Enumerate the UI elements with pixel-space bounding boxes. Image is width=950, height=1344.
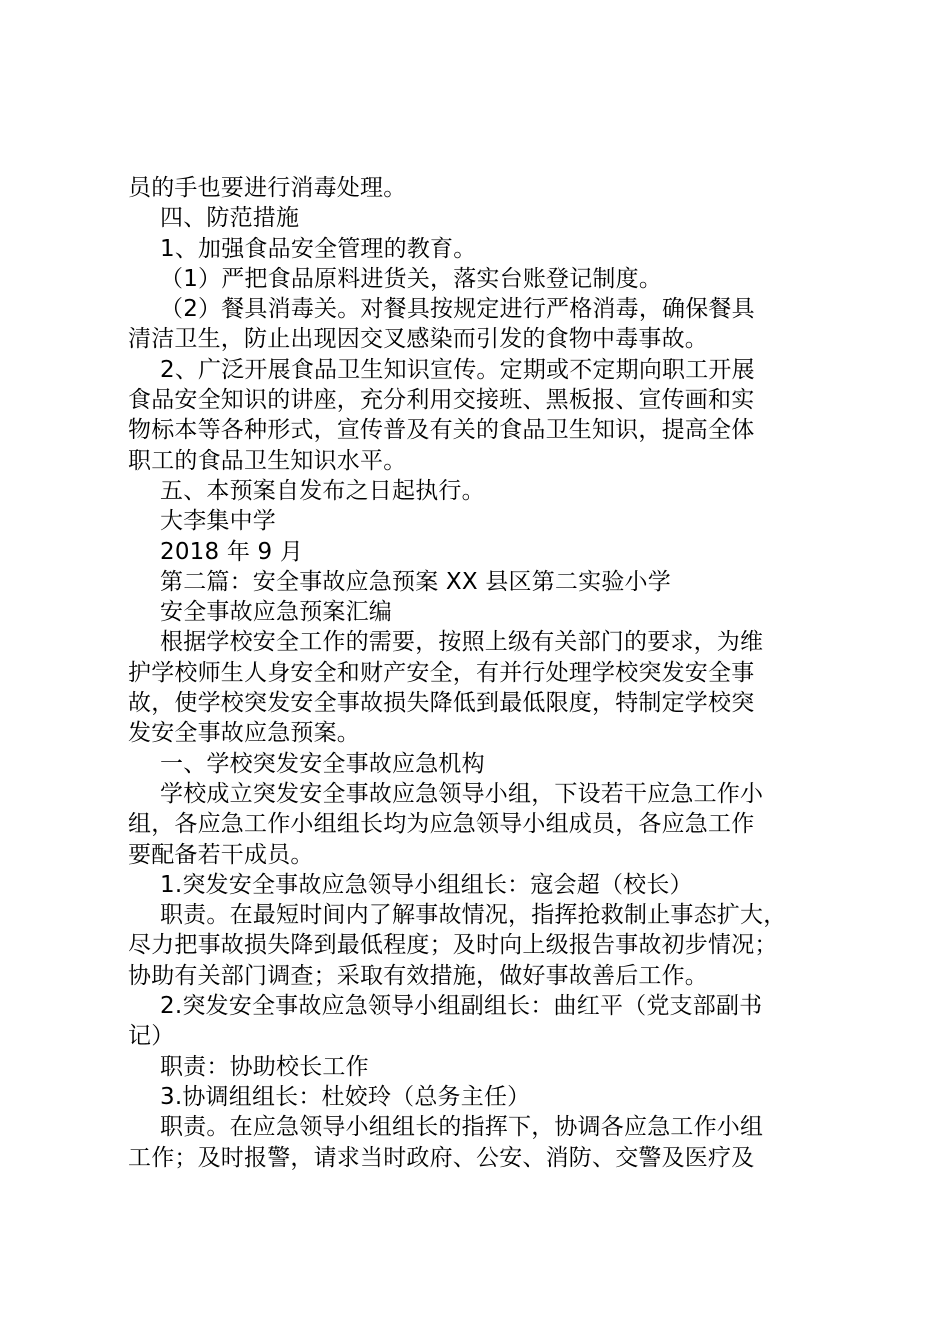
document-line: 记）: [128, 1023, 175, 1050]
document-line: 故，使学校突发安全事故损失降低到最低限度，特制定学校突: [128, 690, 755, 717]
document-line: 学校成立突发安全事故应急领导小组，下设若干应急工作小: [160, 780, 764, 807]
document-line: 员的手也要进行消毒处理。: [128, 175, 407, 201]
document-line: 清洁卫生，防止出现因交叉感染而引发的食物中毒事故。: [128, 326, 708, 353]
document-line: 职责。在最短时间内了解事故情况，指挥抢救制止事态扩大，: [160, 902, 787, 929]
document-line: 2018 年 9 月: [160, 538, 304, 565]
document-line: 3.协调组组长：杜姣玲（总务主任）: [160, 1083, 531, 1110]
document-line: 要配备若干成员。: [128, 841, 314, 868]
document-line: 协助有关部门调查；采取有效措施，做好事故善后工作。: [128, 962, 708, 989]
document-line: 职工的食品卫生知识水平。: [128, 447, 407, 474]
document-line: 1.突发安全事故应急领导小组组长：寇会超（校长）: [160, 871, 693, 898]
document-line: 护学校师生人身安全和财产安全，有并行处理学校突发安全事: [128, 659, 755, 686]
document-line: 四、防范措施: [160, 205, 300, 232]
document-line: 职责：协助校长工作: [160, 1053, 369, 1080]
document-line: 1、加强食品安全管理的教育。: [160, 235, 477, 262]
document-line: 安全事故应急预案汇编: [160, 599, 392, 626]
document-line: （1）严把食品原料进货关，落实台账登记制度。: [160, 265, 663, 292]
document-line: 工作；及时报警，请求当时政府、公安、消防、交警及医疗及: [128, 1144, 755, 1171]
document-line: 组，各应急工作小组组长均为应急领导小组成员，各应急工作: [128, 811, 755, 838]
document-line: 食品安全知识的讲座，充分利用交接班、黑板报、宣传画和实: [128, 387, 755, 414]
document-line: 一、学校突发安全事故应急机构: [160, 750, 485, 777]
document-line: 第二篇：安全事故应急预案 XX 县区第二实验小学: [160, 568, 671, 595]
document-line: 发安全事故应急预案。: [128, 720, 360, 747]
document-line: 尽力把事故损失降到最低程度；及时向上级报告事故初步情况；: [128, 932, 778, 959]
document-line: 2、广泛开展食品卫生知识宣传。定期或不定期向职工开展: [160, 356, 755, 383]
document-line: 职责。在应急领导小组组长的指挥下，协调各应急工作小组: [160, 1114, 764, 1141]
document-line: （2）餐具消毒关。对餐具按规定进行严格消毒，确保餐具: [160, 296, 755, 323]
document-body: [128, 173, 828, 1173]
document-line: 大李集中学: [160, 508, 276, 535]
document-line: 根据学校安全工作的需要，按照上级有关部门的要求，为维: [160, 629, 764, 656]
document-line: 五、本预案自发布之日起执行。: [160, 477, 485, 504]
document-line: 物标本等各种形式，宣传普及有关的食品卫生知识，提高全体: [128, 417, 755, 444]
document-line: 2.突发安全事故应急领导小组副组长：曲红平（党支部副书: [160, 993, 763, 1020]
